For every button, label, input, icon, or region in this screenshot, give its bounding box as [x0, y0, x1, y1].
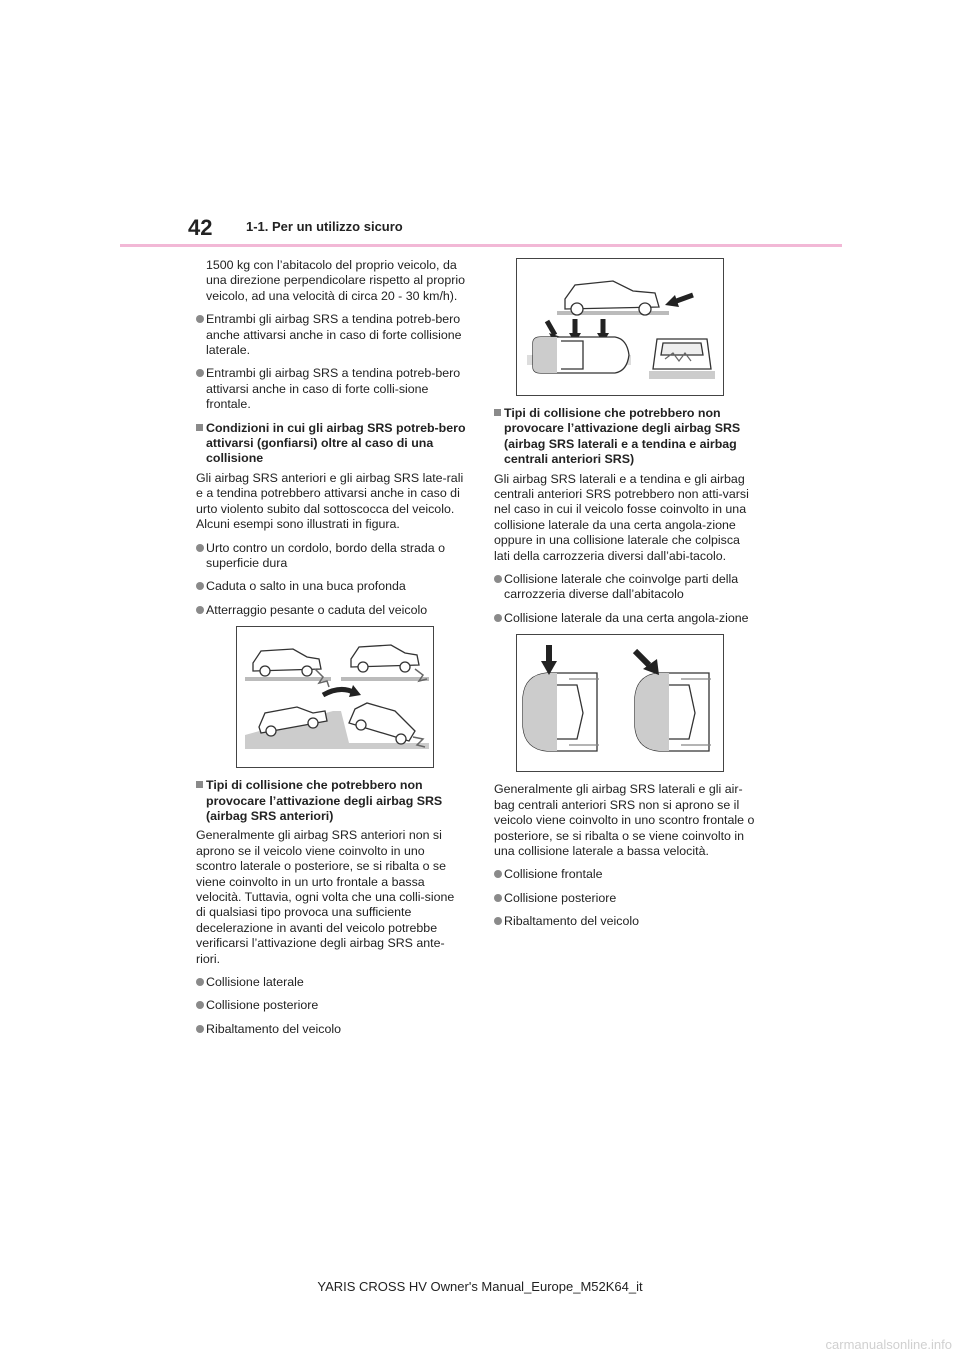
page-number: 42 — [188, 215, 213, 240]
body-paragraph: Generalmente gli airbag SRS laterali e gli air-bag centrali anteriori SRS non si aprono se il veicolo viene coinvolto in uno scontro frontale o posteriore, se si ribalta o se viene coinvolto in una collisione laterale a bassa velocità. — [494, 782, 755, 858]
bullet-item: Ribaltamento del veicolo — [494, 914, 758, 929]
section-heading: Tipi di collisione che potrebbero non provocare l’attivazione degli airbag SRS (airbag SRS anteriori) — [196, 778, 466, 824]
watermark: carmanualsonline.info — [825, 1337, 952, 1352]
body-paragraph: Gli airbag SRS anteriori e gli airbag SRS late-rali e a tendina potrebbero attivarsi anche in caso di urto violento subito dal sottoscocca del veicolo. Alcuni esempi sono illustrati in figura. — [196, 470, 464, 532]
right-column — [494, 258, 758, 938]
left-column — [196, 258, 466, 1045]
bullet-item: Collisione posteriore — [494, 891, 758, 906]
bullet-item: Entrambi gli airbag SRS a tendina potreb-bero attivarsi anche in caso di forte colli-sione frontale. — [196, 366, 466, 412]
collision-types-illustration — [516, 258, 724, 396]
section-heading: Condizioni in cui gli airbag SRS potreb-bero attivarsi (gonfiarsi) oltre al caso di una collisione — [196, 421, 466, 467]
section-heading: Tipi di collisione che potrebbero non provocare l’attivazione degli airbag SRS (airbag SRS laterali e a tendina e airbag centrali anteriori SRS) — [494, 406, 758, 468]
intro-paragraph: 1500 kg con l’abitacolo del proprio veicolo, da una direzione perpendicolare rispetto al proprio veicolo, ad una velocità di circa 20 - 30 km/h). — [206, 258, 465, 303]
bullet-item: Caduta o salto in una buca profonda — [196, 579, 466, 594]
header-divider — [120, 244, 842, 247]
bullet-item: Collisione frontale — [494, 867, 758, 882]
body-paragraph: Generalmente gli airbag SRS anteriori non si aprono se il veicolo viene coinvolto in uno scontro laterale o posteriore, se si ribalta o se viene coinvolto in un urto frontale a bassa velocità. Tuttavia, ogni volta che una colli-sione di qualsiasi tipo provoca una sufficiente decelerazione in avanti del veicolo potrebbe verificarsi l’attivazione degli airbag SRS ante-riori. — [196, 828, 455, 966]
bullet-item: Atterraggio pesante o caduta del veicolo — [196, 603, 466, 618]
bullet-item: Entrambi gli airbag SRS a tendina potreb-bero anche attivarsi anche in caso di forte collisione laterale. — [196, 312, 466, 358]
page-footer: YARIS CROSS HV Owner's Manual_Europe_M52K64_it — [317, 1279, 643, 1294]
bullet-item: Collisione posteriore — [196, 998, 466, 1013]
bullet-item: Urto contro un cordolo, bordo della strada o superficie dura — [196, 541, 466, 572]
bullet-item: Collisione laterale da una certa angola-zione — [494, 611, 758, 626]
underbody-impact-illustration — [236, 626, 434, 768]
side-collision-illustration — [516, 634, 724, 772]
bullet-item: Collisione laterale che coinvolge parti della carrozzeria diverse dall’abitacolo — [494, 572, 758, 603]
bullet-item: Collisione laterale — [196, 975, 466, 990]
bullet-item: Ribaltamento del veicolo — [196, 1022, 466, 1037]
section-title: 1-1. Per un utilizzo sicuro — [246, 219, 403, 234]
body-paragraph: Gli airbag SRS laterali e a tendina e gli airbag centrali anteriori SRS potrebbero non atti-varsi nel caso in cui il veicolo fosse coinvolto in una collisione laterale da una certa angola-zione oppure in una collisione laterale che colpisca lati della carrozzeria diversi dall’abi-tacolo. — [494, 471, 749, 563]
